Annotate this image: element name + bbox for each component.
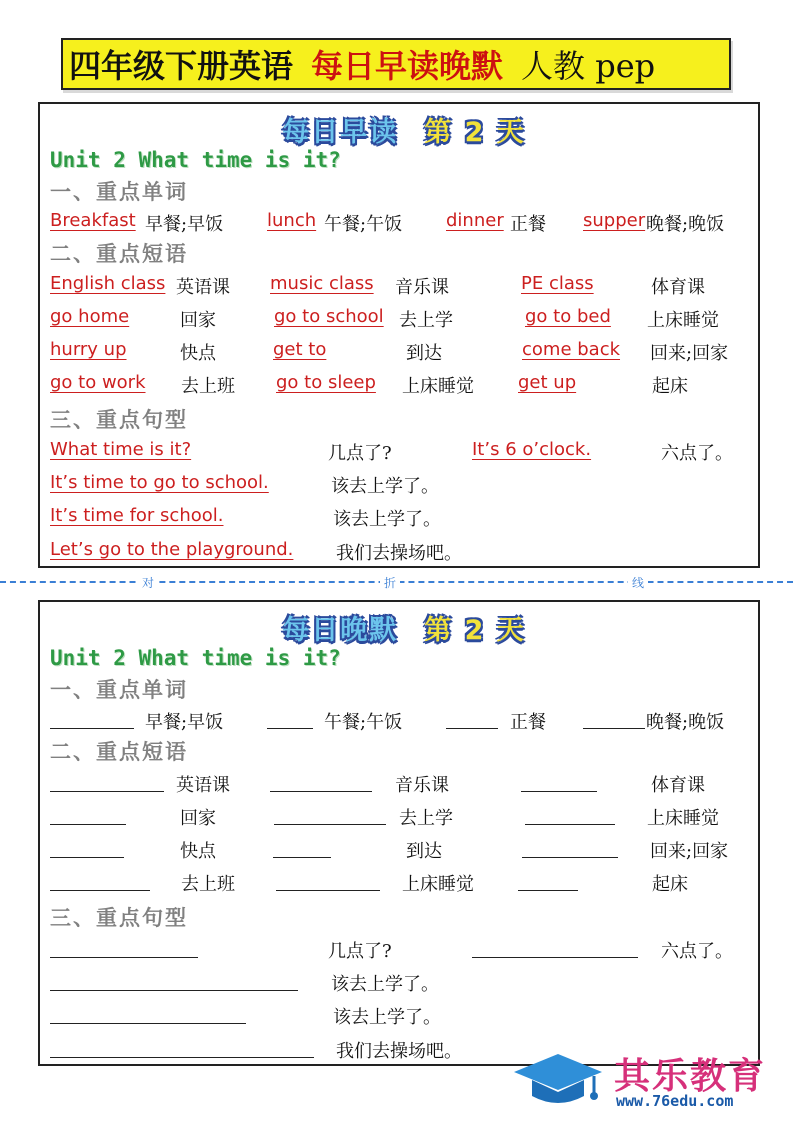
phrase-en: go to sleep — [276, 372, 376, 393]
phrase-cn: 回来;回家 — [650, 841, 729, 862]
answer-blank[interactable] — [50, 970, 298, 991]
evening-section-words: 一、重点单词 — [50, 677, 188, 702]
sentence-en: It’s 6 o’clock. — [472, 439, 592, 460]
word-en: dinner — [446, 210, 504, 231]
word-en: supper — [583, 210, 646, 231]
phrase-cn: 体育课 — [651, 277, 705, 298]
phrase-cn: 去上班 — [181, 874, 235, 895]
phrase-cn: 音乐课 — [395, 277, 449, 298]
evening-day-title — [274, 608, 534, 647]
sentence-cn: 该去上学了。 — [333, 509, 441, 530]
answer-blank[interactable] — [274, 804, 386, 825]
evening-day-label: 第 2 天 — [424, 615, 526, 646]
evening-unit-title: Unit 2 What time is it? — [50, 646, 341, 670]
title-highlight: 每日早读晚默 — [311, 47, 504, 85]
sentence-row — [40, 970, 758, 996]
answer-blank[interactable] — [50, 837, 124, 858]
phrase-en: go to work — [50, 372, 146, 393]
morning-section-sentences: 三、重点句型 — [50, 407, 188, 432]
title-grade: 四年级下册英语 — [69, 47, 294, 85]
answer-blank[interactable] — [50, 771, 164, 792]
evening-heading: 每日晚默 — [282, 615, 399, 646]
morning-words-row — [40, 210, 758, 236]
morning-heading: 每日早读 — [282, 117, 399, 148]
sentence-row — [40, 937, 758, 963]
word-cn: 晚餐;晚饭 — [646, 712, 725, 733]
answer-blank[interactable] — [273, 837, 331, 858]
phrase-en: get up — [518, 372, 577, 393]
sentence-cn: 我们去操场吧。 — [336, 1041, 462, 1062]
fold-label: 线 — [628, 574, 648, 591]
sentence-en: It’s time to go to school. — [50, 472, 269, 493]
phrase-cn: 上床睡觉 — [402, 376, 474, 397]
sentence-cn: 该去上学了。 — [331, 476, 439, 497]
phrase-cn: 到达 — [406, 343, 442, 364]
sentence-cn: 该去上学了。 — [333, 1007, 441, 1028]
fold-label: 折 — [380, 574, 400, 591]
word-cn: 午餐;午饭 — [324, 712, 403, 733]
graduation-cap-icon — [512, 1050, 604, 1112]
answer-blank[interactable] — [50, 1003, 246, 1024]
phrase-cn: 快点 — [180, 343, 216, 364]
sentence-cn: 几点了? — [328, 443, 392, 464]
sentence-row — [40, 539, 758, 565]
sentence-en: What time is it? — [50, 439, 192, 460]
phrase-row — [40, 771, 758, 797]
word-cn: 正餐 — [510, 712, 546, 733]
answer-blank[interactable] — [583, 708, 645, 729]
phrase-row — [40, 804, 758, 830]
answer-blank[interactable] — [472, 937, 638, 958]
sentence-en: Let’s go to the playground. — [50, 539, 294, 560]
phrase-cn: 音乐课 — [395, 775, 449, 796]
phrase-en: music class — [270, 273, 374, 294]
phrase-cn: 去上学 — [399, 310, 453, 331]
answer-blank[interactable] — [276, 870, 380, 891]
evening-words-row — [40, 708, 758, 734]
phrase-cn: 到达 — [406, 841, 442, 862]
phrase-cn: 起床 — [652, 874, 688, 895]
sentence-cn: 我们去操场吧。 — [336, 543, 462, 564]
answer-blank[interactable] — [525, 804, 615, 825]
sentence-row — [40, 439, 758, 465]
phrase-cn: 上床睡觉 — [647, 808, 719, 829]
sentence-cn: 该去上学了。 — [331, 974, 439, 995]
evening-section-phrases: 二、重点短语 — [50, 739, 188, 764]
phrase-cn: 去上学 — [399, 808, 453, 829]
phrase-cn: 回来;回家 — [650, 343, 729, 364]
evening-dictation-panel — [38, 600, 760, 1066]
sentence-cn: 六点了。 — [661, 941, 733, 962]
phrase-en: PE class — [521, 273, 594, 294]
phrase-row — [40, 306, 758, 332]
morning-reading-panel — [38, 102, 760, 568]
sentence-cn: 几点了? — [328, 941, 392, 962]
word-en: lunch — [267, 210, 317, 231]
brand-name: 其乐教育 — [614, 1056, 767, 1097]
phrase-en: go to bed — [525, 306, 611, 327]
page-title-banner — [61, 38, 731, 90]
phrase-cn: 起床 — [652, 376, 688, 397]
phrase-cn: 上床睡觉 — [402, 874, 474, 895]
answer-blank[interactable] — [50, 937, 198, 958]
answer-blank[interactable] — [270, 771, 372, 792]
phrase-cn: 英语课 — [176, 775, 230, 796]
word-cn: 早餐;早饭 — [145, 712, 224, 733]
phrase-en: English class — [50, 273, 166, 294]
title-edition: 人教 pep — [521, 47, 656, 85]
morning-section-phrases: 二、重点短语 — [50, 241, 188, 266]
sentence-row — [40, 1003, 758, 1029]
phrase-cn: 快点 — [180, 841, 216, 862]
morning-day-title — [274, 110, 534, 149]
answer-blank[interactable] — [50, 1037, 314, 1058]
phrase-en: get to — [273, 339, 327, 360]
morning-unit-title: Unit 2 What time is it? — [50, 148, 341, 172]
phrase-en: go home — [50, 306, 130, 327]
answer-blank[interactable] — [50, 870, 150, 891]
phrase-cn: 英语课 — [176, 277, 230, 298]
phrase-row — [40, 837, 758, 863]
phrase-row — [40, 273, 758, 299]
sentence-cn: 六点了。 — [661, 443, 733, 464]
morning-day-label: 第 2 天 — [424, 117, 526, 148]
answer-blank[interactable] — [446, 708, 498, 729]
phrase-cn: 上床睡觉 — [647, 310, 719, 331]
sentence-row — [40, 472, 758, 498]
phrase-en: hurry up — [50, 339, 127, 360]
sentence-en: It’s time for school. — [50, 505, 224, 526]
sentence-row — [40, 505, 758, 531]
answer-blank[interactable] — [522, 837, 618, 858]
answer-blank[interactable] — [518, 870, 578, 891]
word-cn: 早餐;早饭 — [145, 214, 224, 235]
phrase-row — [40, 870, 758, 896]
answer-blank[interactable] — [267, 708, 313, 729]
word-cn: 正餐 — [510, 214, 546, 235]
brand-url: www.76edu.com — [616, 1092, 734, 1110]
word-en: Breakfast — [50, 210, 136, 231]
phrase-cn: 回家 — [180, 310, 216, 331]
phrase-en: come back — [522, 339, 621, 360]
phrase-cn: 去上班 — [181, 376, 235, 397]
answer-blank[interactable] — [50, 708, 134, 729]
phrase-cn: 体育课 — [651, 775, 705, 796]
phrase-en: go to school — [274, 306, 384, 327]
fold-label: 对 — [138, 574, 158, 591]
morning-section-words: 一、重点单词 — [50, 179, 188, 204]
brand-logo — [512, 1046, 792, 1116]
word-cn: 晚餐;晚饭 — [646, 214, 725, 235]
phrase-cn: 回家 — [180, 808, 216, 829]
word-cn: 午餐;午饭 — [324, 214, 403, 235]
answer-blank[interactable] — [521, 771, 597, 792]
phrase-row — [40, 372, 758, 398]
answer-blank[interactable] — [50, 804, 126, 825]
phrase-row — [40, 339, 758, 365]
evening-section-sentences: 三、重点句型 — [50, 905, 188, 930]
